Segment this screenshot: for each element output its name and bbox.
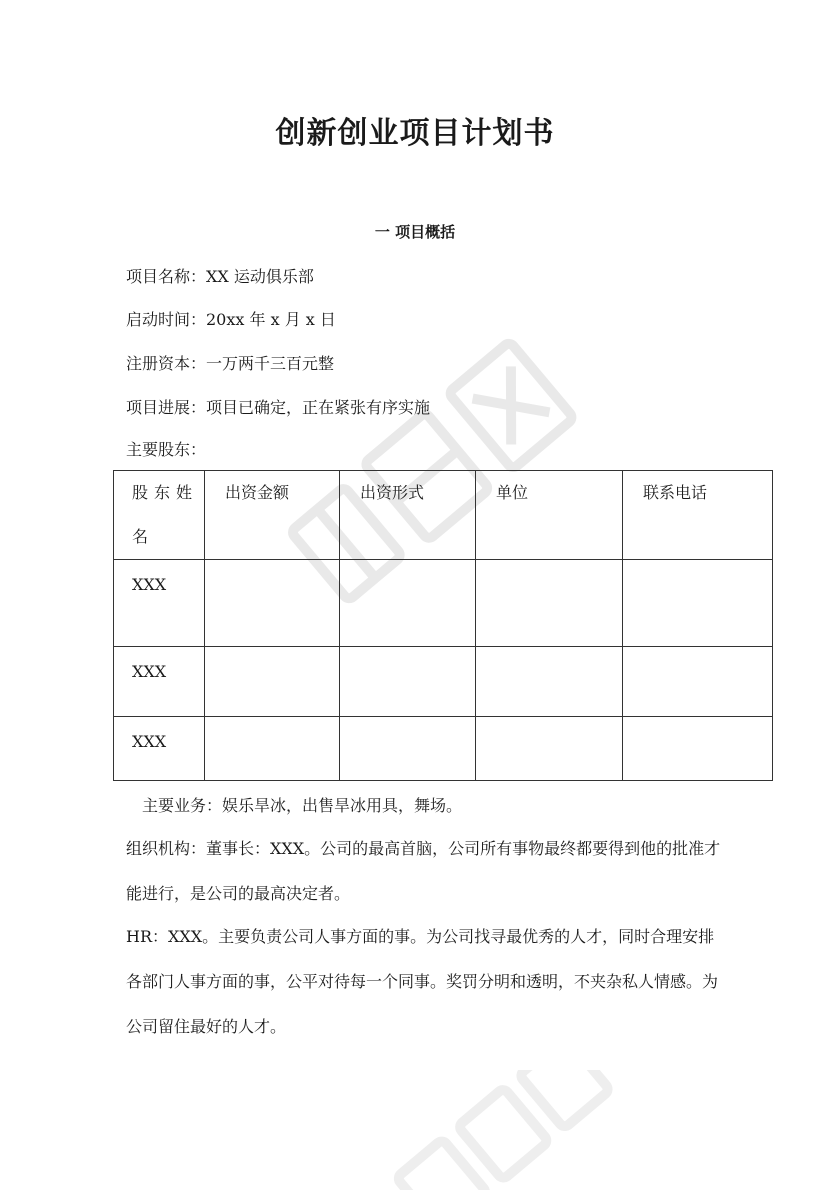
organization-paragraph: 组织机构：董事长：XXX。公司的最高首脑，公司所有事物最终都要得到他的批准才能进行，是公司的最高决定者。 xyxy=(126,839,721,903)
document-title: 创新创业项目计划书 xyxy=(275,116,555,151)
shareholder-table xyxy=(113,470,773,781)
start-time-line: 启动时间：20xx 年 x 月 x 日 xyxy=(126,310,336,329)
table-cell xyxy=(205,647,340,717)
registered-capital-line: 注册资本：一万两千三百元整 xyxy=(126,354,335,373)
table-cell xyxy=(340,560,476,647)
table-header-cell: 出资金额 xyxy=(205,471,340,560)
table-cell xyxy=(340,717,476,781)
table-cell xyxy=(623,647,773,717)
table-cell xyxy=(340,647,476,717)
table-row xyxy=(114,647,773,717)
table-cell xyxy=(623,560,773,647)
table-header-cell: 联系电话 xyxy=(623,471,773,560)
hr-paragraph: HR：XXX。主要负责公司人事方面的事。为公司找寻最优秀的人才，同时合理安排各部门人事方面的事，公平对待每一个同事。奖罚分明和透明，不夹杂私人情感。为公司留住最好的人才。 xyxy=(126,927,719,1036)
table-cell xyxy=(205,560,340,647)
table-header-cell: 单位 xyxy=(476,471,623,560)
table-cell: XXX xyxy=(114,560,205,647)
table-header-cell: 股东姓名 xyxy=(114,471,205,560)
business-line: 主要业务：娱乐旱冰，出售旱冰用具，舞场。 xyxy=(142,796,463,815)
table-row xyxy=(114,560,773,647)
table-cell xyxy=(476,717,623,781)
progress-line: 项目进展：项目已确定，正在紧张有序实施 xyxy=(126,398,431,417)
project-name-line: 项目名称：XX 运动俱乐部 xyxy=(126,267,314,286)
table-cell xyxy=(623,717,773,781)
table-cell xyxy=(205,717,340,781)
table-cell: XXX xyxy=(114,717,205,781)
watermark-logo-bottom xyxy=(370,1070,630,1190)
shareholders-label: 主要股东： xyxy=(126,440,207,459)
table-row xyxy=(114,717,773,781)
table-header-cell: 出资形式 xyxy=(340,471,476,560)
table-header-row xyxy=(114,471,773,560)
table-cell: XXX xyxy=(114,647,205,717)
table-cell xyxy=(476,647,623,717)
table-cell xyxy=(476,560,623,647)
section-heading: 一 项目概括 xyxy=(374,223,456,241)
